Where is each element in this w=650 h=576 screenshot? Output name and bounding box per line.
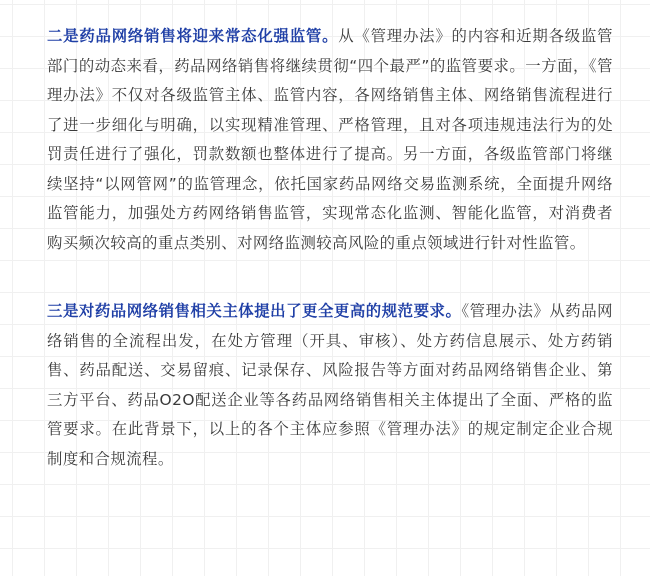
paragraph-regulation-outlook: [47, 22, 613, 258]
paragraph-body-text: 从《管理办法》的内容和近期各级监管部门的动态来看，药品网络销售将继续贯彻“四个最严”的监管要求。一方面，《管理办法》不仅对各级监管主体、监管内容，各网络销售主体、网络销售流程进行了进一步细化与明确，以实现精准管理、严格管理，且对各项违规违法行为的处罚责任进行了强化，罚款数额也整体进行了提高。另一方面，各级监管部门将继续坚持“以网管网”的监管理念，依托国家药品网络交易监测系统，全面提升网络监管能力，加强处方药网络销售监管，实现常态化监测、智能化监管，对消费者购买频次较高的重点类别、对网络监测较高风险的重点领域进行针对性监管。: [47, 27, 613, 252]
paragraph-body-text: 《管理办法》从药品网络销售的全流程出发，在处方管理（开具、审核）、处方药信息展示、处方药销售、药品配送、交易留痕、记录保存、风险报告等方面对药品网络销售企业、第三方平台、药品O2O配送企业等各药品网络销售相关主体提出了全面、严格的监管要求。在此背景下，以上的各个主体应参照《管理办法》的规定制定企业合规制度和合规流程。: [47, 302, 613, 468]
paragraph-lead-sentence: 二是药品网络销售将迎来常态化强监管。: [47, 27, 339, 45]
paragraph-lead-sentence: 三是对药品网络销售相关主体提出了更全更高的规范要求。: [47, 302, 462, 320]
article-body: [47, 22, 613, 474]
paragraph-compliance-requirements: [47, 297, 613, 474]
